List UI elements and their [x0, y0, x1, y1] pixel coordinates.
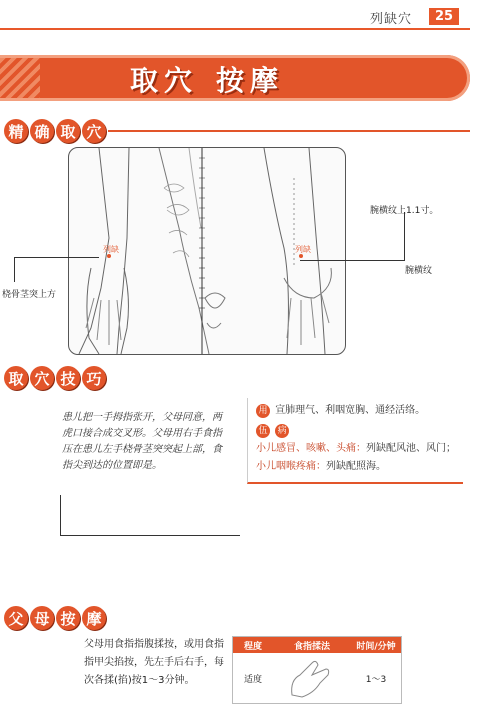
acupoint-label-left: 列缺	[103, 245, 119, 254]
callout-line	[14, 257, 99, 258]
table-cell: 1～3	[365, 674, 387, 685]
banner-decoration	[0, 58, 40, 98]
section-char: 穴	[82, 119, 106, 143]
hand-icon	[282, 655, 342, 699]
callout-wrist-crease: 腕横纹	[405, 266, 433, 276]
tips-bracket	[60, 495, 61, 535]
card-tag: 病	[275, 424, 289, 438]
tips-bracket	[60, 535, 240, 536]
callout-line	[14, 257, 15, 282]
section-char: 巧	[82, 366, 106, 390]
card-row-function	[248, 398, 463, 420]
tips-body: 患儿把一手拇指张开，父母同意，两虎口接合成交叉形。父母用右手食指压在患儿左手桡骨茎突突起上部，食指尖到达的位置即是。	[62, 412, 222, 471]
callout-wrist-crease-above: 腕横纹上1.1寸。	[370, 206, 439, 216]
massage-body: 父母用食指指腹揉按，或用食指指甲尖掐按，先左手后右手，每次各揉(掐)按1～3分钟。	[84, 639, 224, 686]
section-heading-massage	[4, 605, 108, 631]
section-char: 取	[4, 366, 28, 390]
page-section-label: 列缺穴	[370, 12, 413, 27]
section-char: 按	[56, 606, 80, 630]
section-char: 母	[30, 606, 54, 630]
section-heading-precise	[4, 118, 108, 144]
section-char: 技	[56, 366, 80, 390]
callout-line	[404, 212, 405, 260]
card-row-combo-2	[248, 458, 463, 476]
card-combo-text: 列缺配照海。	[326, 461, 386, 472]
anatomy-illustration	[68, 147, 346, 355]
table-header	[233, 637, 401, 653]
card-row-combo-title	[248, 420, 463, 440]
table-header-cell: 食指揉法	[293, 641, 330, 652]
table-cell: 适度	[243, 674, 262, 685]
header-divider	[0, 28, 470, 30]
section-char: 摩	[82, 606, 106, 630]
section-char: 精	[4, 119, 28, 143]
banner-title-right: 按摩	[216, 64, 285, 97]
table-cell-illustration	[273, 655, 351, 702]
table-header-cell: 时间/分钟	[356, 641, 396, 652]
callout-line	[300, 260, 405, 261]
callout-radial-styloid: 桡骨茎突上方	[2, 290, 57, 300]
card-combo-text: 列缺配风池、风门；	[366, 443, 456, 454]
card-combo-condition: 小儿感冒、咳嗽、头痛：	[256, 443, 366, 454]
card-row-combo-1	[248, 440, 463, 458]
indication-card	[247, 398, 463, 484]
section-heading-tips	[4, 365, 108, 391]
page-number: 25	[429, 8, 459, 25]
table-row	[233, 653, 401, 703]
card-combo-condition: 小儿咽喉疼痛：	[256, 461, 326, 472]
section-char: 取	[56, 119, 80, 143]
card-function-text: 宣肺理气、利咽宽胸、通经活络。	[275, 405, 426, 416]
section-char: 确	[30, 119, 54, 143]
banner-title	[130, 59, 302, 99]
section-char: 父	[4, 606, 28, 630]
banner-title-left: 取穴	[130, 64, 199, 97]
acupoint-label-right: 列缺	[295, 245, 311, 254]
table-header-cell: 程度	[243, 641, 262, 652]
section-char: 穴	[30, 366, 54, 390]
section-rule	[108, 130, 470, 132]
card-tag: 用	[256, 404, 270, 418]
card-tag: 伍	[256, 424, 270, 438]
massage-table	[232, 636, 402, 704]
